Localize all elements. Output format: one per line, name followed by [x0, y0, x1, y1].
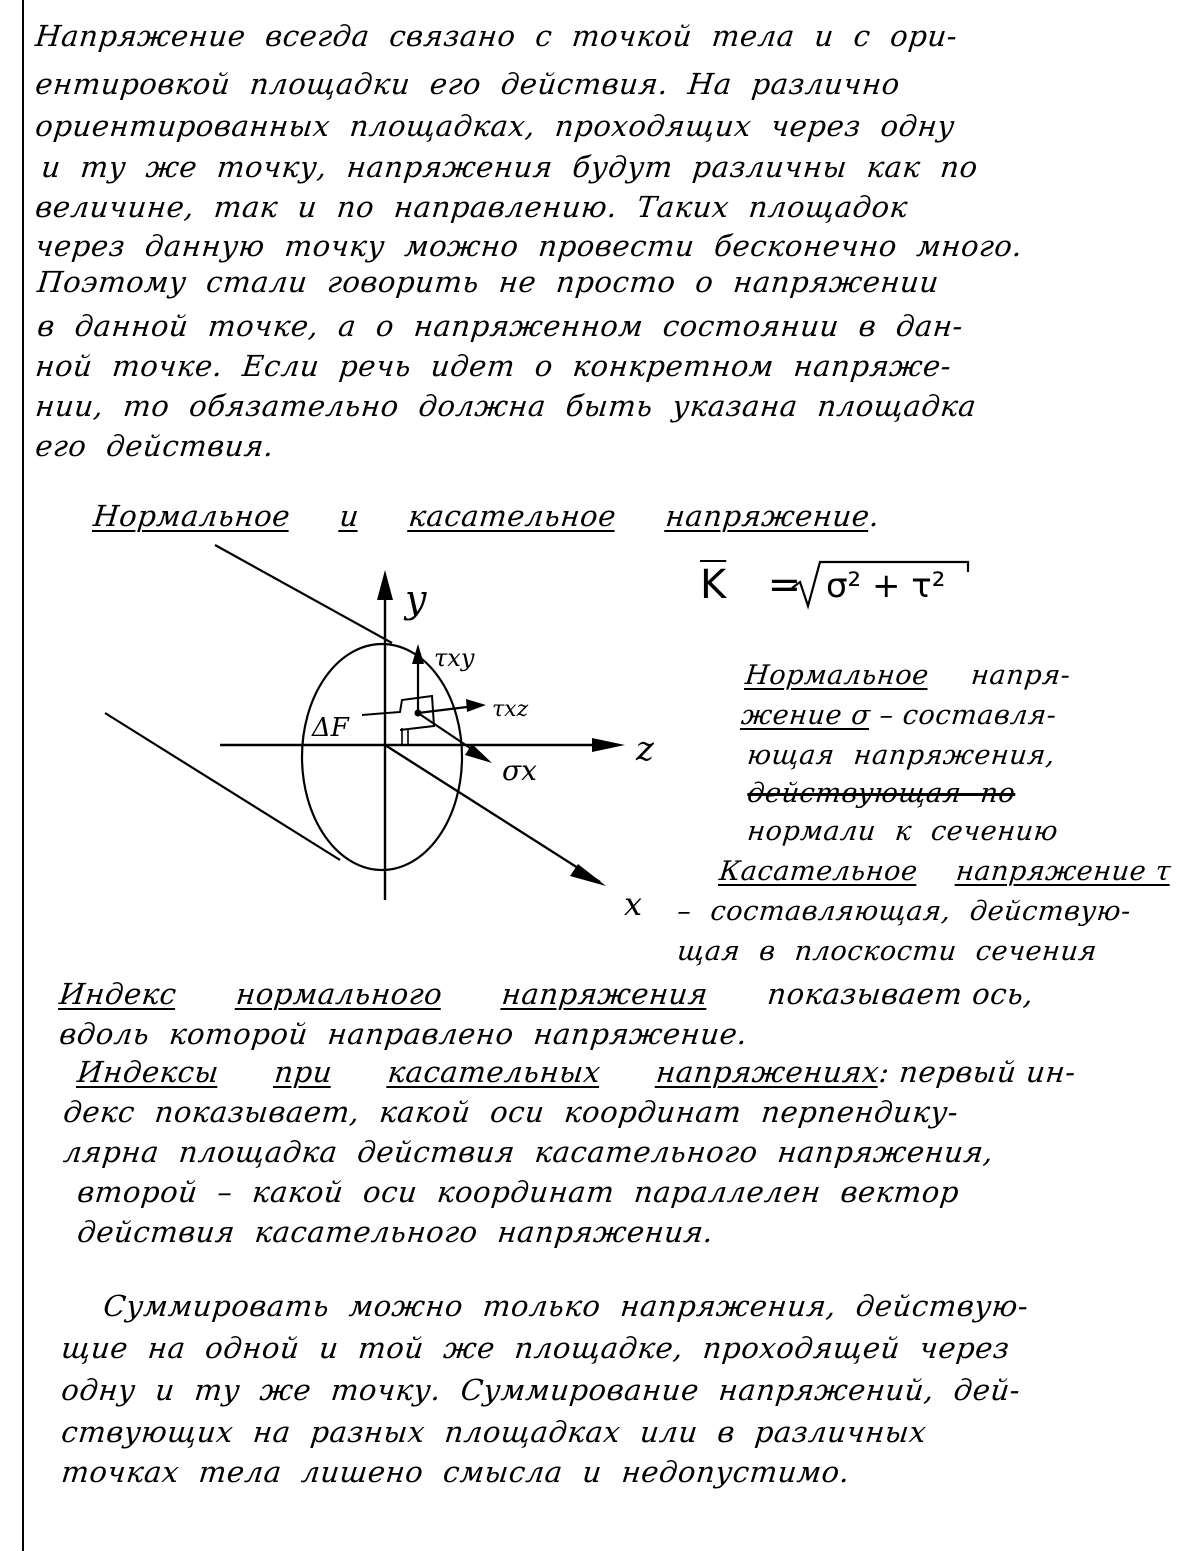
paragraph3-line-1	[75, 1055, 1078, 1089]
paragraph1-line-5: величине, так и по направлению. Таких площадок	[33, 190, 910, 224]
side-normal-term: Нормальное	[743, 660, 931, 691]
formula-lhs: $\overline{K}$	[700, 562, 727, 608]
paragraph1-line-4: и ту же точку, напряжения будут различны как по	[39, 150, 980, 184]
side-tangent-line-1	[718, 858, 1173, 885]
p3-stresses-term: напряжениях	[654, 1055, 882, 1089]
heading-dot: .	[867, 499, 882, 533]
side-normal-line-3: ющая напряжения,	[745, 740, 1057, 771]
paragraph1-line-2: ентировкой площадки его действия. На различно	[33, 67, 902, 101]
heading-stress: напряжение	[664, 499, 872, 533]
tau-xz-arrow-icon	[466, 699, 486, 712]
side-normal-line-2	[740, 702, 1058, 729]
paragraph1-line-9: ной точке. Если речь идет о конкретном напряже-	[33, 349, 954, 383]
heading-normal: Нормальное	[91, 499, 292, 533]
p2-normal-term: нормального	[234, 977, 445, 1011]
side-normal-l2-term: жение σ	[739, 700, 873, 731]
side-tangent-term: Касательное	[717, 856, 920, 887]
paragraph3-line-4: второй – какой оси координат параллелен вектор	[75, 1175, 962, 1209]
p3-line1-rest: : первый ин-	[877, 1055, 1078, 1089]
sigma-x-label: σx	[502, 754, 537, 787]
section-plane-upper-line	[215, 545, 392, 643]
side-normal-line-1	[744, 662, 1072, 689]
paragraph1-line-11: его действия.	[33, 429, 276, 463]
p3-tangent-term: касательных	[386, 1055, 603, 1089]
paragraph4-line-3: одну и ту же точку. Суммирование напряжений, дей-	[59, 1373, 1023, 1407]
p2-index-term: Индекс	[57, 977, 179, 1011]
paragraph4-line-1: Суммировать можно только напряжения, действую-	[101, 1289, 1031, 1323]
paragraph1-line-8: в данной точке, а о напряженном состоянии в дан-	[35, 309, 965, 343]
side-normal-l2-rest: – составля-	[878, 700, 1059, 731]
paragraph1-line-6: через данную точку можно провести бесконечно много.	[33, 229, 1025, 263]
heading-tangent: касательное	[407, 499, 618, 533]
y-axis-arrow-icon	[377, 570, 393, 600]
formula-radicand: σ² + τ²	[826, 566, 946, 606]
tau-xz-vector	[418, 706, 475, 713]
paragraph3-line-2: декс показывает, какой оси координат перпендику-	[61, 1095, 961, 1129]
side-normal-l1-rest: напря-	[969, 660, 1073, 691]
side-tangent-term2: напряжение τ	[954, 856, 1173, 887]
p2-line1-rest: показывает ось,	[765, 977, 1036, 1011]
tau-xy-label: τxy	[434, 644, 475, 672]
p3-at-term: при	[272, 1055, 335, 1089]
paragraph2-line-1	[57, 977, 1036, 1011]
x-axis	[385, 745, 600, 882]
tau-xz-label: τxz	[492, 697, 529, 722]
side-normal-line-5: нормали к сечению	[745, 816, 1060, 847]
heading-and: и	[338, 499, 361, 533]
p3-indices-term: Индексы	[75, 1055, 221, 1089]
side-tangent-line-3: щая в плоскости сечения	[675, 936, 1099, 967]
z-axis-arrow-icon	[592, 738, 625, 752]
p2-stress-term: напряжения	[500, 977, 710, 1011]
delta-f-label: ΔF	[312, 713, 349, 743]
formula-eq: =	[767, 562, 802, 608]
paragraph1-line-3: ориентированных площадках, проходящих через одну	[33, 109, 957, 143]
paragraph1-line-10: нии, то обязательно должна быть указана площадка	[33, 389, 979, 423]
y-axis-label: y	[405, 577, 427, 621]
x-axis-label: x	[624, 885, 643, 923]
paragraph1-line-7: Поэтому стали говорить не просто о напряжении	[35, 265, 941, 299]
side-tangent-line-2: – составляющая, действую-	[675, 896, 1133, 927]
section-oval	[302, 644, 462, 870]
paragraph4-line-4: ствующих на разных площадках или в различных	[59, 1415, 929, 1449]
z-axis-label: z	[636, 729, 654, 769]
paragraph4-line-5: точках тела лишено смысла и недопустимо.	[59, 1455, 852, 1489]
paragraph3-line-3: лярна площадка действия касательного напряжения,	[61, 1135, 996, 1169]
paragraph4-line-2: щие на одной и той же площадке, проходящей через	[59, 1331, 1012, 1365]
paragraph2-line-2: вдоль которой направлено напряжение.	[57, 1017, 750, 1051]
side-normal-line-4-struck: действующая по	[745, 778, 1018, 809]
paragraph3-line-5: действия касательного напряжения.	[75, 1215, 716, 1249]
paragraph1-line-1: Напряжение всегда связано с точкой тела и с ори-	[33, 19, 960, 53]
